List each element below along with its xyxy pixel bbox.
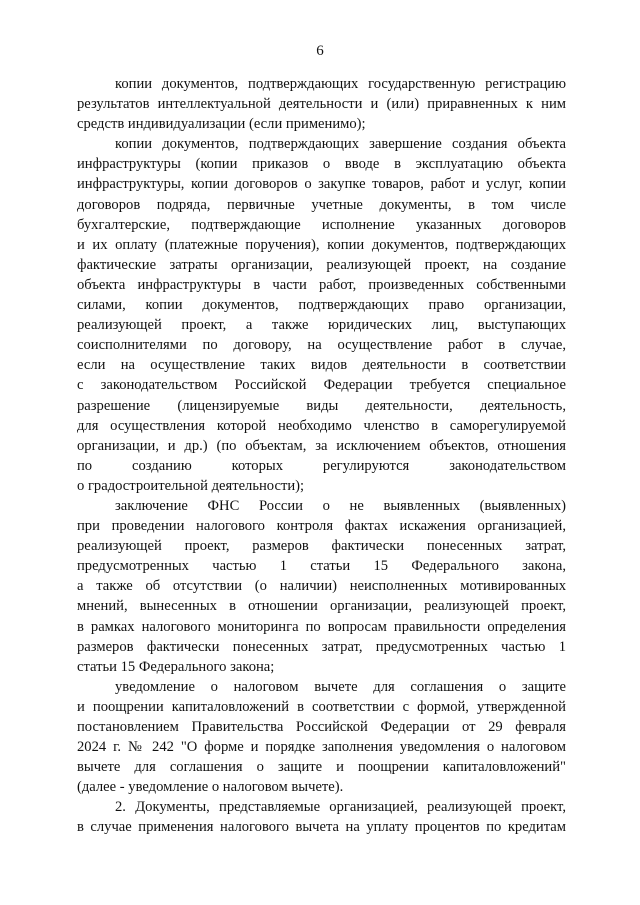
text-line: реализующей проект, а также юридических лиц, выступающих <box>77 317 566 334</box>
text-line: о градостроительной деятельности); <box>77 477 305 494</box>
text-line: объекта инфраструктуры в части работ, произведенных собственными <box>77 276 566 293</box>
paragraph <box>77 134 566 496</box>
text-line: бухгалтерские, подтверждающие исполнение указанных договоров <box>77 216 566 233</box>
text-line: копии документов, подтверждающих государственную регистрацию <box>115 76 566 92</box>
text-line: статьи 15 Федерального закона; <box>77 658 275 675</box>
paragraph <box>77 677 566 798</box>
page-number: 6 <box>316 43 324 59</box>
text-line: силами, копии документов, подтверждающих право организации, <box>77 297 566 314</box>
text-line: заключение ФНС России о не выявленных (выявленных) <box>115 497 566 514</box>
text-line: по созданию которых регулируются законодательством <box>77 457 566 474</box>
text-line: если на осуществление таких видов деятельности в соответствии <box>77 357 566 374</box>
text-line: разрешение (лицензируемые виды деятельности, деятельность, <box>77 397 566 414</box>
text-line: мнений, вынесенных в отношении организации, реализующей проект, <box>77 598 566 615</box>
text-line: копии документов, подтверждающих завершение создания объекта <box>115 136 566 153</box>
text-line: соисполнителями по договору, на осуществление работ в случае, <box>77 337 566 354</box>
text-line: в рамках налогового мониторинга по вопросам правильности определения <box>77 618 566 635</box>
text-line: и поощрении капиталовложений в соответствии с формой, утвержденной <box>77 698 566 715</box>
text-line: уведомление о налоговом вычете для соглашения о защите <box>115 678 566 695</box>
text-line: договоров подряда, первичные учетные документы, в том числе <box>77 196 566 213</box>
paragraph <box>77 74 566 134</box>
text-line: предусмотренных частью 1 статьи 15 Федерального закона, <box>77 558 566 575</box>
paragraph <box>77 797 566 837</box>
text-line: средств индивидуализации (если применимо); <box>77 116 366 133</box>
text-line: размеров фактически понесенных затрат, предусмотренных частью 1 <box>77 638 566 655</box>
text-line: фактические затраты организации, реализующей проект, на создание <box>77 256 566 273</box>
text-line: (далее - уведомление о налоговом вычете). <box>77 779 344 796</box>
text-line: результатов интеллектуальной деятельности и (или) приравненных к ним <box>77 96 566 113</box>
text-line: а также об отсутствии (о наличии) неисполненных мотивированных <box>77 578 566 595</box>
text-line: при проведении налогового контроля фактах искажения организацией, <box>77 518 566 535</box>
text-line: 2. Документы, представляемые организацией, реализующей проект, <box>115 799 566 816</box>
text-line: инфраструктуры (копии приказов о вводе в эксплуатацию объекта <box>77 156 566 173</box>
text-line: 2024 г. № 242 "О форме и порядке заполнения уведомления о налоговом <box>77 739 566 756</box>
text-line: организации, и др.) (по объектам, за исключением объектов, отношения <box>77 437 566 454</box>
document-body <box>77 74 566 838</box>
text-line: вычете для соглашения о защите и поощрении капиталовложений" <box>77 759 566 776</box>
text-line: и их оплату (платежные поручения), копии документов, подтверждающих <box>77 236 566 253</box>
text-line: реализующей проект, размеров фактически понесенных затрат, <box>77 538 566 555</box>
text-line: в случае применения налогового вычета на уплату процентов по кредитам <box>77 819 566 836</box>
text-line: для осуществления которой необходимо членство в саморегулируемой <box>77 417 566 434</box>
text-line: инфраструктуры, копии договоров о закупке товаров, работ и услуг, копии <box>77 176 566 193</box>
paragraph <box>77 496 566 677</box>
text-line: постановлением Правительства Российской Федерации от 29 февраля <box>77 719 566 735</box>
text-line: с законодательством Российской Федерации требуется специальное <box>77 377 566 394</box>
